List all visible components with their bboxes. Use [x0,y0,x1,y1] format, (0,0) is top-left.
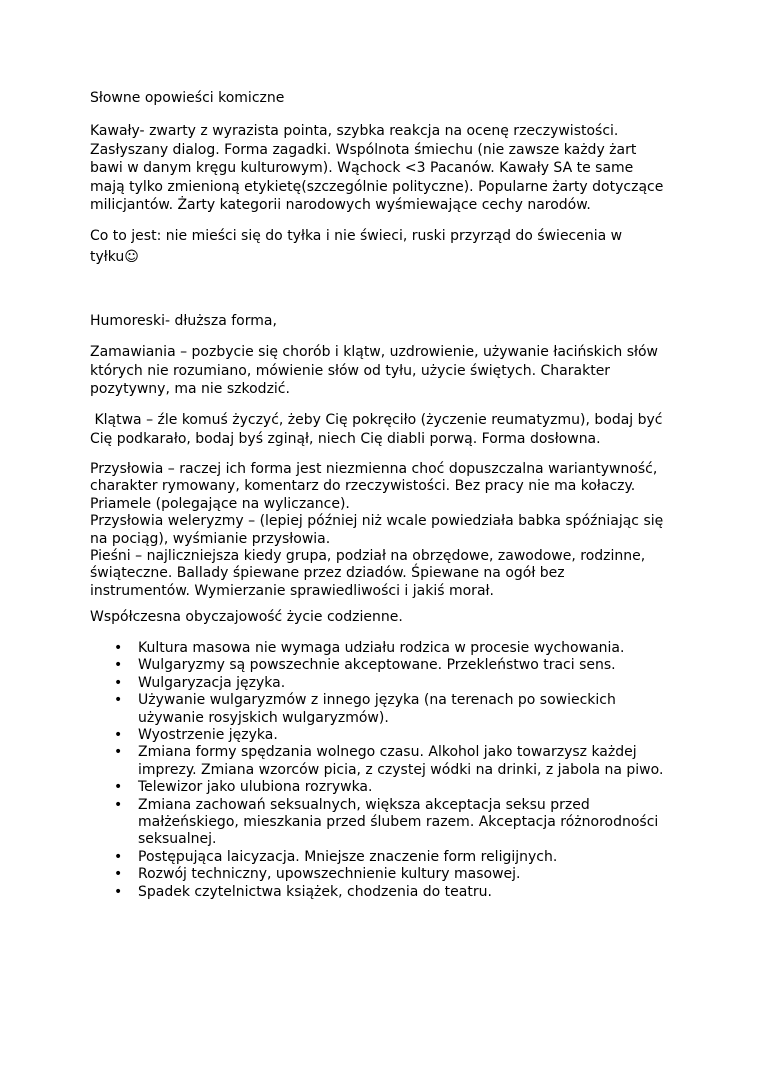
bullet-icon: • [114,883,123,900]
bullet-icon: • [114,640,123,656]
list-item [114,884,674,901]
list-item-line: seksualnej. [138,831,217,848]
zamawiania-line-1: Zamawiania – pozbycie się chorób i klątw, uzdrowienie, używanie łacińskich słów [90,344,658,360]
bullet-icon: • [114,848,123,865]
paragraph-humoreski [90,312,670,331]
bullet-icon: • [114,866,123,883]
przyslowia-line-1: Przysłowia – raczej ich forma jest niezmienna choć dopuszczalna wariantywność, [90,461,658,477]
riddle-line-1: Co to jest: nie mieści się do tyłka i nie świeci, ruski przyrząd do świecenia w [90,228,623,244]
przyslowia-line-8: instrumentów. Wymierzanie sprawiedliwości i jakiś morał. [90,582,494,599]
paragraph-wspolczesna [90,608,670,627]
list-item-line: Rozwój techniczny, upowszechnienie kultury masowej. [138,866,521,883]
paragraph-przyslowia [90,461,670,600]
list-item [114,849,674,866]
przyslowia-line-7: świąteczne. Ballady śpiewane przez dziadów. Śpiewane na ogół bez [90,565,565,582]
kawaly-line-1: Kawały- zwarty z wyrazista pointa, szybka reakcja na ocenę rzeczywistości. [90,123,619,139]
zamawiania-line-2: których nie rozumiano, mówienie słów od tyłu, użycie świętych. Charakter [90,362,611,379]
list-item-line: Postępująca laicyzacja. Mniejsze znaczenie form religijnych. [138,848,558,865]
list-item [114,640,674,657]
przyslowia-line-4: Przysłowia weleryzmy – (lepiej później niż wcale powiedziała babka spóźniając się [90,513,664,530]
list-item-line: Zmiana zachowań seksualnych, większa akceptacja seksu przed [138,796,590,813]
list-item [114,657,674,674]
list-item [114,675,674,692]
document-title [90,89,670,108]
bullet-icon: • [114,779,123,796]
paragraph-riddle [90,226,670,268]
list-item-line: Wulgaryzmy są powszechnie akceptowane. Przekleństwo traci sens. [138,657,616,674]
list-item-line: Kultura masowa nie wymaga udziału rodzica w procesie wychowania. [138,640,625,656]
list-item-line: Telewizor jako ulubiona rozrywka. [138,779,373,796]
przyslowia-line-2: charakter rymowany, komentarz do rzeczywistości. Bez pracy nie ma kołaczy. [90,478,636,495]
bullet-icon: • [114,744,123,761]
list-item-line: Zmiana formy spędzania wolnego czasu. Alkohol jako towarzysz każdej [138,744,637,761]
kawaly-line-4: mają tylko zmienioną etykietę(szczególnie polityczne). Popularne żarty dotyczące [90,178,664,195]
list-item-line: imprezy. Zmiana wzorców picia, z czystej wódki na drinki, z jabola na piwo. [138,761,664,778]
bullet-list [114,640,674,901]
humoreski-line: Humoreski- dłuższa forma, [90,313,277,329]
wspolczesna-line: Współczesna obyczajowość życie codzienne. [90,609,403,625]
list-item [114,779,674,796]
list-item-line: Spadek czytelnictwa książek, chodzenia do teatru. [138,883,492,900]
title-line: Słowne opowieści komiczne [90,90,285,106]
przyslowia-line-3: Priamele (polegające na wyliczance). [90,495,350,512]
list-item [114,727,674,744]
riddle-line-2: tyłku☺ [90,249,139,265]
przyslowia-line-6: Pieśni – najliczniejsza kiedy grupa, podział na obrzędowe, zawodowe, rodzinne, [90,548,646,565]
bullet-icon: • [114,692,123,709]
kawaly-line-2: Zasłyszany dialog. Forma zagadki. Wspólnota śmiechu (nie zawsze każdy żart [90,141,637,158]
paragraph-klatwa [90,411,670,448]
list-item-line: małżeńskiego, mieszkania przed ślubem razem. Akceptacja różnorodności [138,814,659,831]
bullet-icon: • [114,727,123,744]
list-item-line: Wyostrzenie języka. [138,727,278,744]
przyslowia-line-5: na pociąg), wyśmianie przysłowia. [90,530,331,547]
list-item [114,744,674,779]
list-item-line: Używanie wulgaryzmów z innego języka (na terenach po sowieckich [138,692,616,709]
paragraph-kawaly [90,122,670,215]
list-item-line: używanie rosyjskich wulgaryzmów). [138,709,389,726]
list-item-line: Wulgaryzacja języka. [138,674,286,691]
list-item [114,866,674,883]
bullet-icon: • [114,657,123,674]
klatwa-line-2: Cię podkarało, bodaj byś zginął, niech Cię diabli porwą. Forma dosłowna. [90,430,601,447]
klatwa-line-1: Klątwa – źle komuś życzyć, żeby Cię pokręciło (życzenie reumatyzmu), bodaj być [90,412,663,428]
list-item [114,692,674,727]
kawaly-line-5: milicjantów. Żarty kategorii narodowych wyśmiewające cechy narodów. [90,197,591,213]
bullet-icon: • [114,796,123,813]
bullet-icon: • [114,674,123,691]
paragraph-zamawiania [90,343,670,399]
kawaly-line-3: bawi w danym kręgu kulturowym). Wąchock <3 Pacanów. Kawały SA te same [90,160,634,176]
list-item [114,797,674,849]
zamawiania-line-3: pozytywny, ma nie szkodzić. [90,381,290,397]
